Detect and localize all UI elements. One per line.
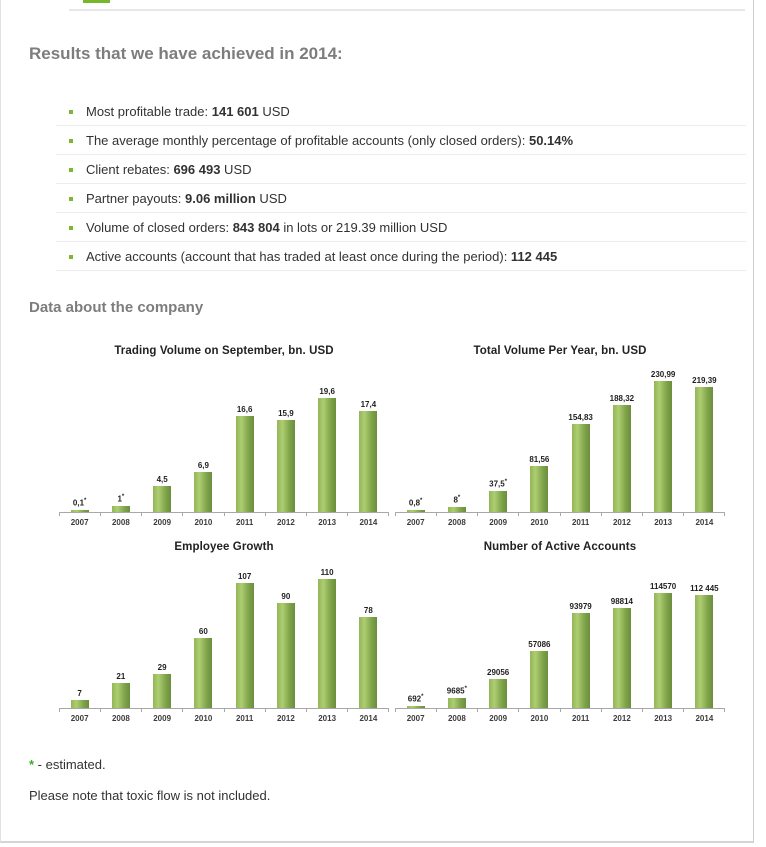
bar [71,700,89,708]
chart-axis-ticks [59,709,389,712]
bar-2009 [478,668,519,708]
x-axis-label: 2010 [194,714,213,723]
axis-tick [724,709,725,712]
list-item-text: Volume of closed orders: 843 804 in lots or 219.39 million USD [86,219,448,235]
x-axis-label: 2007 [70,518,89,527]
bar-2013 [643,582,684,708]
bar-value-label: 0,1* [72,498,87,508]
list-item [56,126,746,155]
bar-value-label: 0,8* [408,498,423,508]
toxic-flow-note: Please note that toxic flow is not included. [29,788,271,803]
axis-tick [560,513,561,516]
asterisk-marker: * [29,757,35,772]
bar-value-label: 8* [453,495,461,505]
bar-2008 [436,686,477,708]
axis-tick [388,513,389,516]
bar-value-label: 1* [117,494,125,504]
axis-tick [224,709,225,712]
bar-2009 [478,479,519,512]
bar-2014 [684,376,725,512]
bar-value-label: 16,6 [236,405,253,414]
bar-value-label: 154,83 [568,413,593,422]
x-axis-label: 2008 [447,714,466,723]
bar-value-label: 112 445 [690,584,719,593]
chart-total-volume-per-year [395,345,725,527]
bar-2013 [307,568,348,708]
header-divider [69,9,745,11]
x-axis-label: 2012 [612,518,631,527]
bar [572,613,590,708]
bar [407,510,425,512]
axis-tick [100,513,101,516]
bar-2012 [265,592,306,708]
x-axis-label: 2013 [654,518,673,527]
x-axis-label: 2011 [235,714,254,723]
bar-value-label: 114570 [649,582,677,591]
bar [613,608,631,708]
bar [448,507,466,512]
bar-2013 [643,370,684,512]
axis-tick [182,709,183,712]
bar [318,579,336,708]
bar-2014 [348,606,389,708]
bar-2009 [142,663,183,708]
axis-tick [683,709,684,712]
axis-tick [436,709,437,712]
bar [359,617,377,708]
axis-tick [265,513,266,516]
bar-value-label: 4,5 [156,475,168,484]
bar [153,486,171,512]
x-axis-label: 2014 [359,518,378,527]
axis-tick [395,513,396,516]
bar-value-label: 29 [157,663,167,672]
x-axis-label: 2009 [489,714,508,723]
x-axis-label: 2014 [695,518,714,527]
bar-value-label: 19,6 [319,387,335,396]
list-item [56,155,746,184]
bullet-icon [69,139,73,143]
chart-employee-growth [59,541,389,723]
bar-value-label: 9685* [446,686,467,696]
bar-value-label: 230,99 [650,370,676,379]
chart-plot-area [59,564,389,709]
x-axis-label: 2011 [235,518,254,527]
list-item-text: Client rebates: 696 493 USD [86,161,252,177]
bar-value-label: 81,56 [529,455,550,464]
bar [489,679,507,708]
x-axis-label: 2007 [406,714,425,723]
x-axis-label: 2008 [111,518,130,527]
axis-tick [395,709,396,712]
bar [572,424,590,512]
bar [359,411,377,512]
bar [71,510,89,512]
axis-tick [724,513,725,516]
bar-value-label: 21 [116,672,126,681]
axis-tick [265,709,266,712]
bar-2007 [59,689,100,708]
chart-x-axis-labels [59,518,389,527]
bar-2011 [560,602,601,708]
bar-value-label: 7 [77,689,82,698]
bar-value-label: 57086 [528,640,551,649]
x-axis-label: 2012 [612,714,631,723]
results-heading: Results that we have achieved in 2014: [29,44,343,63]
axis-tick [436,513,437,516]
x-axis-label: 2011 [571,518,590,527]
bar-value-label: 37,5* [489,479,508,489]
bar-value-label: 93979 [569,602,592,611]
bar-value-label: 692* [407,694,424,704]
bar-value-label: 107 [237,572,252,581]
axis-tick [601,513,602,516]
bar [277,603,295,708]
bar [277,420,295,512]
bar-2011 [224,405,265,512]
chart-title: Employee Growth [174,541,274,553]
list-item-text: Active accounts (account that has traded at least once during the period): 112 445 [86,248,558,264]
axis-tick [683,513,684,516]
bar-2013 [307,387,348,512]
list-item-text: Most profitable trade: 141 601 USD [86,103,290,119]
x-axis-label: 2013 [318,714,337,723]
axis-tick [601,709,602,712]
x-axis-label: 2009 [489,518,508,527]
chart-plot-area [395,564,725,709]
axis-tick [518,513,519,516]
x-axis-label: 2009 [153,714,172,723]
axis-tick [388,709,389,712]
bar-2011 [560,413,601,512]
bar [236,583,254,708]
axis-tick [560,709,561,712]
x-axis-label: 2013 [654,714,673,723]
results-list [56,97,746,271]
x-axis-label: 2009 [153,518,172,527]
bar-2007 [395,498,436,512]
axis-tick [100,709,101,712]
axis-tick [141,709,142,712]
bar-value-label: 110 [320,568,334,577]
bar [112,683,130,708]
bar-2011 [224,572,265,708]
axis-tick [347,709,348,712]
list-item-text: Partner payouts: 9.06 million USD [86,190,287,206]
bar-2009 [142,475,183,512]
bar-2014 [348,400,389,512]
chart-title: Trading Volume on September, bn. USD [114,345,334,357]
bar-2010 [183,461,224,512]
axis-tick [141,513,142,516]
chart-trading-volume-september [59,345,389,527]
bar-value-label: 17,4 [360,400,377,409]
x-axis-label: 2007 [406,518,425,527]
x-axis-label: 2014 [359,714,378,723]
x-axis-label: 2014 [695,714,714,723]
axis-tick [306,513,307,516]
list-item-text: The average monthly percentage of profitable accounts (only closed orders): 50.14% [86,132,574,148]
x-axis-label: 2013 [318,518,337,527]
axis-tick [59,513,60,516]
list-item [56,242,746,271]
chart-active-accounts [395,541,725,723]
chart-plot-area [59,368,389,513]
bar [407,706,425,708]
x-axis-label: 2007 [70,714,89,723]
bar-2012 [601,394,642,512]
bar-2012 [265,409,306,512]
axis-tick [642,513,643,516]
bullet-icon [69,168,73,172]
bar-2012 [601,597,642,708]
company-data-heading: Data about the company [29,299,204,316]
bar [530,651,548,708]
chart-axis-ticks [395,709,725,712]
bar-value-label: 60 [198,627,208,636]
list-item [56,97,746,126]
bullet-icon [69,255,73,259]
bullet-icon [69,197,73,201]
bar [112,506,130,512]
bar [194,472,212,512]
bar [695,595,713,708]
bar [654,381,672,512]
estimated-footnote: * - estimated. [29,757,106,772]
bar-value-label: 98814 [610,597,633,606]
x-axis-label: 2010 [530,518,549,527]
bar-value-label: 6,9 [197,461,209,470]
list-item [56,184,746,213]
bar-2008 [436,495,477,512]
x-axis-label: 2012 [276,714,295,723]
bar-value-label: 29056 [487,668,510,677]
bar-2010 [519,455,560,512]
x-axis-label: 2010 [530,714,549,723]
bar [194,638,212,708]
active-tab-underline[interactable] [83,0,110,3]
bar [448,698,466,708]
bar-value-label: 15,9 [278,409,294,418]
chart-x-axis-labels [59,714,389,723]
chart-axis-ticks [59,513,389,516]
bar [153,674,171,708]
chart-title: Number of Active Accounts [483,541,637,553]
chart-title: Total Volume Per Year, bn. USD [473,345,647,357]
chart-plot-area [395,368,725,513]
bar-value-label: 78 [363,606,373,615]
axis-tick [306,709,307,712]
x-axis-label: 2011 [571,714,590,723]
bar-2010 [183,627,224,708]
chart-x-axis-labels [395,518,725,527]
axis-tick [182,513,183,516]
axis-tick [347,513,348,516]
bar-2014 [684,584,725,708]
x-axis-label: 2008 [111,714,130,723]
bar [530,466,548,512]
bar [613,405,631,512]
axis-tick [59,709,60,712]
axis-tick [642,709,643,712]
bar-2008 [100,672,141,708]
x-axis-label: 2008 [447,518,466,527]
bullet-icon [69,110,73,114]
chart-axis-ticks [395,513,725,516]
bar [654,593,672,708]
bar [489,491,507,512]
charts-grid [59,345,731,723]
bar-value-label: 90 [281,592,291,601]
axis-tick [518,709,519,712]
bar [695,387,713,512]
axis-tick [224,513,225,516]
bar-2007 [59,498,100,512]
bar-2007 [395,694,436,708]
bar-2008 [100,494,141,512]
bar-value-label: 188,32 [609,394,635,403]
bar [236,416,254,512]
axis-tick [477,513,478,516]
list-item [56,213,746,242]
x-axis-label: 2012 [276,518,295,527]
axis-tick [477,709,478,712]
bullet-icon [69,226,73,230]
x-axis-label: 2010 [194,518,213,527]
chart-x-axis-labels [395,714,725,723]
bar-2010 [519,640,560,708]
bar [318,398,336,512]
bar-value-label: 219,39 [692,376,717,385]
